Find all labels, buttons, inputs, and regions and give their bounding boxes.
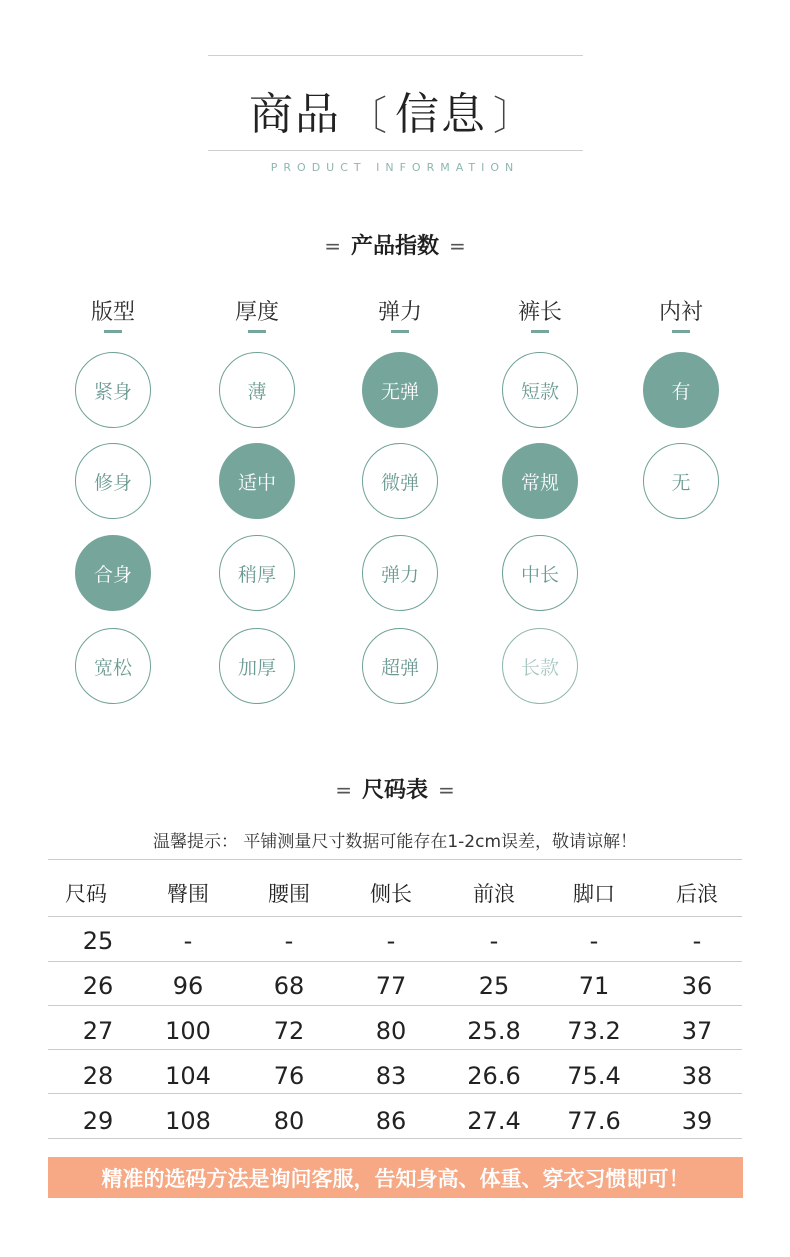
index-option: 合身: [75, 535, 151, 611]
table-rule: [48, 859, 742, 860]
index-column-underline: [248, 330, 266, 333]
table-cell: 100: [165, 1017, 211, 1045]
table-cell: 80: [375, 1017, 407, 1045]
index-option: 适中: [219, 443, 295, 519]
size-title-text: 尺码表: [361, 778, 428, 803]
header-top-rule: [208, 55, 583, 56]
index-option: 无弹: [362, 352, 438, 428]
page-title: [0, 78, 790, 142]
index-column-label: 弹力: [377, 300, 422, 325]
index-option: 常规: [502, 443, 578, 519]
table-cell: 29: [82, 1107, 114, 1135]
index-section-title: [0, 229, 790, 260]
table-cell: -: [589, 927, 599, 955]
table-cell: 72: [273, 1017, 305, 1045]
table-cell: 26: [82, 972, 114, 1000]
table-cell: -: [692, 927, 702, 955]
table-cell: -: [386, 927, 396, 955]
title-right: 信息: [395, 89, 487, 140]
table-cell: 39: [681, 1107, 713, 1135]
index-option: 修身: [75, 443, 151, 519]
index-title-text: 产品指数: [350, 234, 439, 259]
index-option: 超弹: [362, 628, 438, 704]
table-cell: 28: [82, 1062, 114, 1090]
table-rule: [48, 1138, 742, 1139]
index-option: 紧身: [75, 352, 151, 428]
table-header-cell: 前浪: [473, 882, 515, 906]
table-cell: 27.4: [467, 1107, 521, 1135]
table-rule: [48, 1005, 742, 1006]
page-subtitle: PRODUCT INFORMATION: [270, 161, 520, 174]
table-header-cell: 脚口: [573, 882, 615, 906]
eq-right: =: [449, 234, 466, 258]
index-option: 宽松: [75, 628, 151, 704]
table-header-cell: 腰围: [268, 882, 310, 906]
index-column-underline: [531, 330, 549, 333]
index-column-label: 内衬: [658, 300, 703, 325]
table-header-cell: 侧长: [370, 882, 412, 906]
table-cell: 83: [375, 1062, 407, 1090]
table-cell: 38: [681, 1062, 713, 1090]
index-column-underline: [104, 330, 122, 333]
index-option: 微弹: [362, 443, 438, 519]
table-cell: 25: [478, 972, 510, 1000]
size-section-title: [0, 773, 790, 804]
table-cell: 37: [681, 1017, 713, 1045]
table-cell: 77: [375, 972, 407, 1000]
table-cell: 77.6: [567, 1107, 621, 1135]
table-rule: [48, 1049, 742, 1050]
index-column-underline: [672, 330, 690, 333]
index-column-underline: [391, 330, 409, 333]
table-cell: 25.8: [467, 1017, 521, 1045]
index-option: 有: [643, 352, 719, 428]
table-header-cell: 后浪: [676, 882, 718, 906]
table-cell: 27: [82, 1017, 114, 1045]
table-cell: 96: [172, 972, 204, 1000]
table-cell: 86: [375, 1107, 407, 1135]
table-cell: 26.6: [467, 1062, 521, 1090]
index-column-label: 版型: [90, 300, 135, 325]
index-option: 长款: [502, 628, 578, 704]
table-cell: 73.2: [567, 1017, 621, 1045]
index-option: 无: [643, 443, 719, 519]
table-cell: 71: [578, 972, 610, 1000]
index-option: 稍厚: [219, 535, 295, 611]
title-left: 商品: [249, 89, 341, 140]
table-cell: 68: [273, 972, 305, 1000]
table-cell: -: [183, 927, 193, 955]
table-cell: 25: [82, 927, 114, 955]
table-cell: 108: [165, 1107, 211, 1135]
table-cell: 75.4: [567, 1062, 621, 1090]
table-cell: -: [489, 927, 499, 955]
table-cell: 76: [273, 1062, 305, 1090]
eq-left: =: [335, 778, 352, 802]
eq-right: =: [438, 778, 455, 802]
table-cell: 80: [273, 1107, 305, 1135]
index-option: 加厚: [219, 628, 295, 704]
table-cell: 36: [681, 972, 713, 1000]
table-rule: [48, 1093, 742, 1094]
table-cell: 104: [165, 1062, 211, 1090]
table-header-cell: 尺码: [65, 882, 107, 906]
index-option: 短款: [502, 352, 578, 428]
size-advice-banner: 精准的选码方法是询问客服，告知身高、体重、穿衣习惯即可！: [48, 1157, 743, 1198]
measurement-notice: 温馨提示： 平铺测量尺寸数据可能存在1-2cm误差，敬请谅解！: [152, 832, 638, 852]
table-rule: [48, 961, 742, 962]
index-column-label: 裤长: [517, 300, 562, 325]
index-option: 弹力: [362, 535, 438, 611]
header-bottom-rule: [208, 150, 583, 151]
index-option: 薄: [219, 352, 295, 428]
table-rule: [48, 916, 742, 917]
bracket-close: 〕: [493, 93, 535, 139]
index-option: 中长: [502, 535, 578, 611]
bracket-open: 〔: [347, 93, 389, 139]
table-header-cell: 臀围: [167, 882, 209, 906]
table-cell: -: [284, 927, 294, 955]
eq-left: =: [324, 234, 341, 258]
index-column-label: 厚度: [234, 300, 279, 325]
